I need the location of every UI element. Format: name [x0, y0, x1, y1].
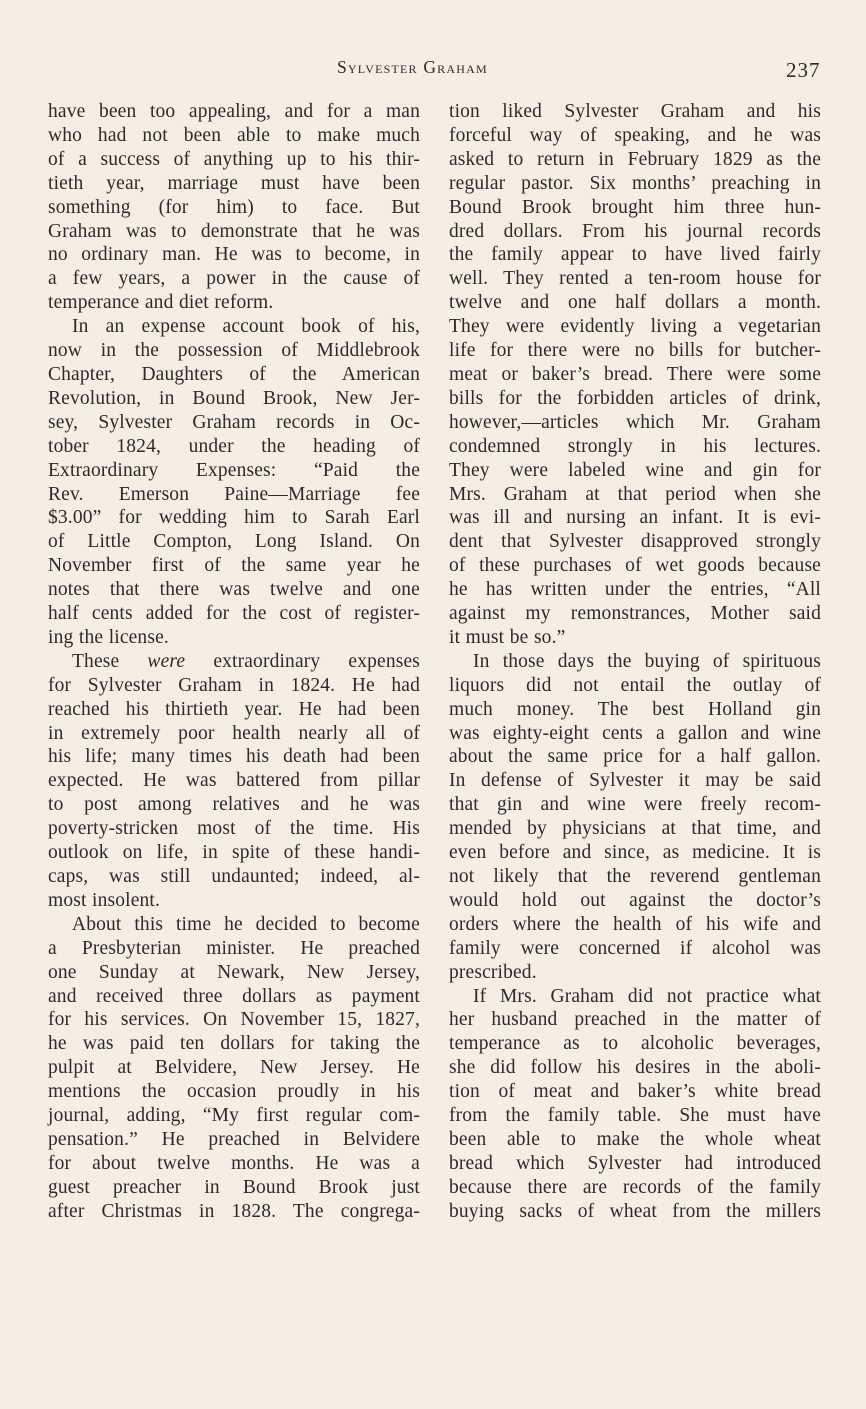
paragraph	[48, 100, 420, 315]
text-line: that gin and wine were freely recom-	[449, 794, 821, 816]
text-line: In defense of Sylvester it may be said	[449, 770, 821, 792]
text-line: he has written under the entries, “All	[449, 579, 821, 601]
text-line: her husband preached in the matter of	[449, 1009, 821, 1031]
text-line: asked to return in February 1829 as the	[449, 148, 821, 170]
text-line: meat or baker’s bread. There were some	[449, 363, 821, 385]
text-line: have been too appealing, and for a man	[48, 101, 420, 122]
text-line: If Mrs. Graham did not practice what	[473, 985, 821, 1007]
text-line: something (for him) to face. But	[48, 196, 420, 218]
text-line: About this time he decided to become	[72, 913, 420, 935]
text-line: because there are records of the family	[449, 1176, 821, 1198]
text-line: been able to make the whole wheat	[449, 1128, 821, 1150]
text-line: regular pastor. Six months’ preaching in	[449, 172, 821, 194]
text-line: temperance as to alcoholic beverages,	[449, 1033, 821, 1055]
text-line: Extraordinary Expenses: “Paid the	[48, 459, 420, 481]
page-number: 237	[786, 58, 821, 82]
text-line: tieth year, marriage must have been	[48, 172, 420, 194]
text-line: mended by physicians at that time, and	[449, 818, 821, 840]
text-line: about the same price for a half gallon.	[449, 746, 821, 768]
text-line: pulpit at Belvidere, New Jersey. He	[48, 1057, 420, 1079]
text-run: extraordinary expenses	[185, 650, 420, 672]
text-line: In those days the buying of spirituous	[473, 650, 821, 672]
text-line: of these purchases of wet goods because	[449, 555, 821, 577]
text-line: the family appear to have lived fairly	[449, 244, 821, 266]
text-line: November first of the same year he	[48, 555, 420, 577]
text-line: caps, was still undaunted; indeed, al-	[48, 866, 420, 887]
text-line: reached his thirtieth year. He had been	[48, 698, 420, 720]
running-head	[0, 54, 866, 84]
text-line: not likely that the reverend gentleman	[449, 866, 821, 887]
text-line: Revolution, in Bound Brook, New Jer-	[48, 387, 420, 409]
text-line: life for there were no bills for butcher-	[449, 340, 821, 362]
text-line: dred dollars. From his journal records	[449, 220, 821, 242]
text-line: family were concerned if alcohol was	[449, 937, 821, 959]
text-line: of a success of anything up to his thir-	[48, 148, 420, 170]
text-line: and received three dollars as payment	[48, 985, 420, 1007]
text-line: guest preacher in Bound Brook just	[48, 1176, 420, 1198]
text-run: These	[72, 650, 148, 672]
text-line: journal, adding, “My first regular com-	[48, 1105, 420, 1127]
text-line: mentions the occasion proudly in his	[48, 1081, 420, 1103]
text-line: it must be so.”	[449, 626, 566, 648]
text-line: she did follow his desires in the aboli-	[449, 1057, 821, 1079]
text-line: dent that Sylvester disapproved strongly	[449, 531, 821, 553]
text-line: poverty-stricken most of the time. His	[48, 818, 420, 840]
right-column	[449, 100, 821, 1224]
text-line: he was paid ten dollars for taking the	[48, 1033, 420, 1055]
paragraph	[48, 315, 420, 650]
text-line: Rev. Emerson Paine—Marriage fee	[48, 483, 420, 505]
text-line: Bound Brook brought him three hun-	[449, 196, 821, 218]
text-line: no ordinary man. He was to become, in	[48, 244, 420, 266]
text-line: was ill and nursing an infant. It is evi-	[449, 507, 821, 529]
text-line: against my remonstrances, Mother said	[449, 603, 821, 625]
text-line: for Sylvester Graham in 1824. He had	[48, 674, 420, 696]
text-line: his life; many times his death had been	[48, 746, 420, 768]
text-line: expected. He was battered from pillar	[48, 770, 420, 792]
text-line: much money. The best Holland gin	[449, 698, 821, 720]
text-line: for his services. On November 15, 1827,	[48, 1009, 420, 1031]
paragraph	[48, 913, 420, 1224]
text-line: a Presbyterian minister. He preached	[48, 937, 420, 959]
text-line: Chapter, Daughters of the American	[48, 363, 420, 385]
text-line: who had not been able to make much	[48, 124, 420, 146]
text-line: temperance and diet reform.	[48, 292, 274, 314]
text-line: for about twelve months. He was a	[48, 1152, 420, 1174]
text-line: liquors did not entail the outlay of	[449, 674, 821, 696]
text-line: sey, Sylvester Graham records in Oc-	[48, 411, 420, 433]
paragraph	[449, 100, 821, 650]
text-line: a few years, a power in the cause of	[48, 268, 420, 290]
text-line: notes that there was twelve and one	[48, 579, 420, 601]
running-title: Sylvester Graham	[337, 57, 488, 77]
text-line: well. They rented a ten-room house for	[449, 268, 821, 290]
text-line: bills for the forbidden articles of drink,	[449, 387, 821, 409]
text-line: was eighty-eight cents a gallon and wine	[449, 722, 821, 744]
text-line	[48, 650, 420, 674]
text-line: orders where the health of his wife and	[449, 913, 821, 935]
text-line: would hold out against the doctor’s	[449, 889, 821, 911]
text-line: one Sunday at Newark, New Jersey,	[48, 961, 420, 983]
text-line: condemned strongly in his lectures.	[449, 435, 821, 457]
text-line: In an expense account book of his,	[72, 316, 420, 338]
text-line: bread which Sylvester had introduced	[449, 1152, 821, 1174]
text-line: most insolent.	[48, 889, 161, 911]
text-line: outlook on life, in spite of these handi-	[48, 842, 420, 864]
text-line: twelve and one half dollars a month.	[449, 292, 821, 314]
text-line: half cents added for the cost of register-	[48, 603, 420, 625]
text-line: after Christmas in 1828. The congrega-	[48, 1200, 420, 1222]
text-line: however,—articles which Mr. Graham	[449, 411, 821, 433]
text-line: $3.00” for wedding him to Sarah Earl	[48, 507, 420, 529]
text-line: ing the license.	[48, 626, 169, 648]
text-line: now in the possession of Middlebrook	[48, 340, 420, 362]
text-line: from the family table. She must have	[449, 1105, 821, 1127]
text-line: They were evidently living a vegetarian	[449, 316, 821, 338]
text-line: even before and since, as medicine. It is	[449, 842, 821, 864]
emphasis: were	[147, 650, 186, 672]
text-line: tober 1824, under the heading of	[48, 435, 420, 457]
paragraph	[449, 985, 821, 1224]
text-line: to post among relatives and he was	[48, 794, 420, 816]
text-line: in extremely poor health nearly all of	[48, 722, 420, 744]
left-column	[48, 100, 420, 1224]
paragraph	[48, 650, 420, 913]
text-line: tion liked Sylvester Graham and his	[449, 101, 821, 122]
paragraph	[449, 650, 821, 985]
text-line: They were labeled wine and gin for	[449, 459, 821, 481]
text-line: Graham was to demonstrate that he was	[48, 220, 420, 242]
text-line: prescribed.	[449, 961, 537, 983]
text-line: forceful way of speaking, and he was	[449, 124, 821, 146]
text-line: buying sacks of wheat from the millers	[449, 1200, 821, 1222]
text-line: tion of meat and baker’s white bread	[449, 1081, 821, 1103]
text-line: of Little Compton, Long Island. On	[48, 531, 420, 553]
text-line: pensation.” He preached in Belvidere	[48, 1128, 420, 1150]
text-line: Mrs. Graham at that period when she	[449, 483, 821, 505]
